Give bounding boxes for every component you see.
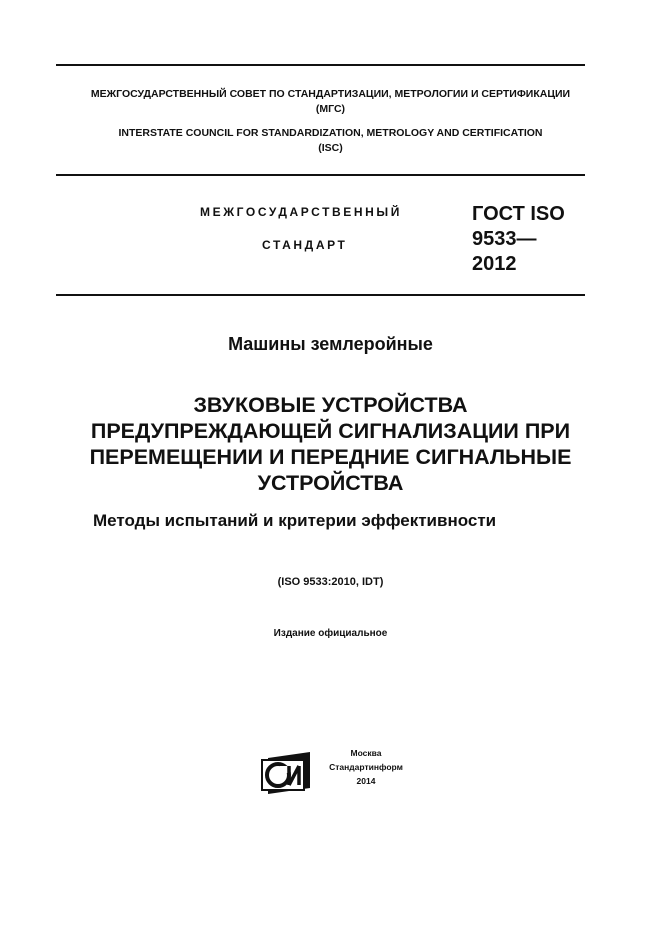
document-title (0, 392, 661, 496)
document-subject: Машины землеройные (228, 334, 433, 354)
document-title-line: ПРЕДУПРЕЖДАЮЩЕЙ СИГНАЛИЗАЦИИ ПРИ (90, 419, 571, 443)
council-ru-abbr: (МГС) (315, 103, 346, 115)
standard-code-line3: 2012 (472, 253, 517, 275)
iso-reference: (ISO 9533:2010, IDT) (277, 576, 384, 588)
publisher-name: Стандартинформ (329, 762, 403, 772)
standard-type-line1: МЕЖГОСУДАРСТВЕННЫЙ (200, 205, 402, 219)
publisher-city: Москва (350, 748, 382, 758)
document-subtitle: Методы испытаний и критерии эффективности (93, 511, 497, 530)
council-en-abbr: (ISC) (318, 142, 343, 154)
standard-type-line2: СТАНДАРТ (262, 238, 348, 252)
council-header (0, 87, 661, 156)
council-en-name: INTERSTATE COUNCIL FOR STANDARDIZATION, METROLOGY AND CERTIFICATION (118, 127, 543, 139)
publisher-year: 2014 (356, 776, 376, 786)
council-ru-name: МЕЖГОСУДАРСТВЕННЫЙ СОВЕТ ПО СТАНДАРТИЗАЦИИ, МЕТРОЛОГИИ И СЕРТИФИКАЦИИ (90, 88, 571, 100)
standartinform-logo (260, 752, 312, 794)
standard-code (472, 202, 565, 277)
top-rule (56, 64, 585, 66)
standard-code-line2: 9533— (472, 228, 537, 250)
publisher-info (318, 746, 414, 788)
document-title-line: ЗВУКОВЫЕ УСТРОЙСТВА (193, 393, 468, 417)
document-title-line: ПЕРЕМЕЩЕНИИ И ПЕРЕДНИЕ СИГНАЛЬНЫЕ (89, 445, 572, 469)
standard-code-line1: ГОСТ ISO (472, 203, 565, 225)
document-title-line: УСТРОЙСТВА (257, 471, 404, 495)
edition-note: Издание официальное (273, 628, 388, 639)
code-rule (56, 294, 585, 296)
header-rule (56, 174, 585, 176)
standartinform-logo-icon (260, 752, 312, 794)
